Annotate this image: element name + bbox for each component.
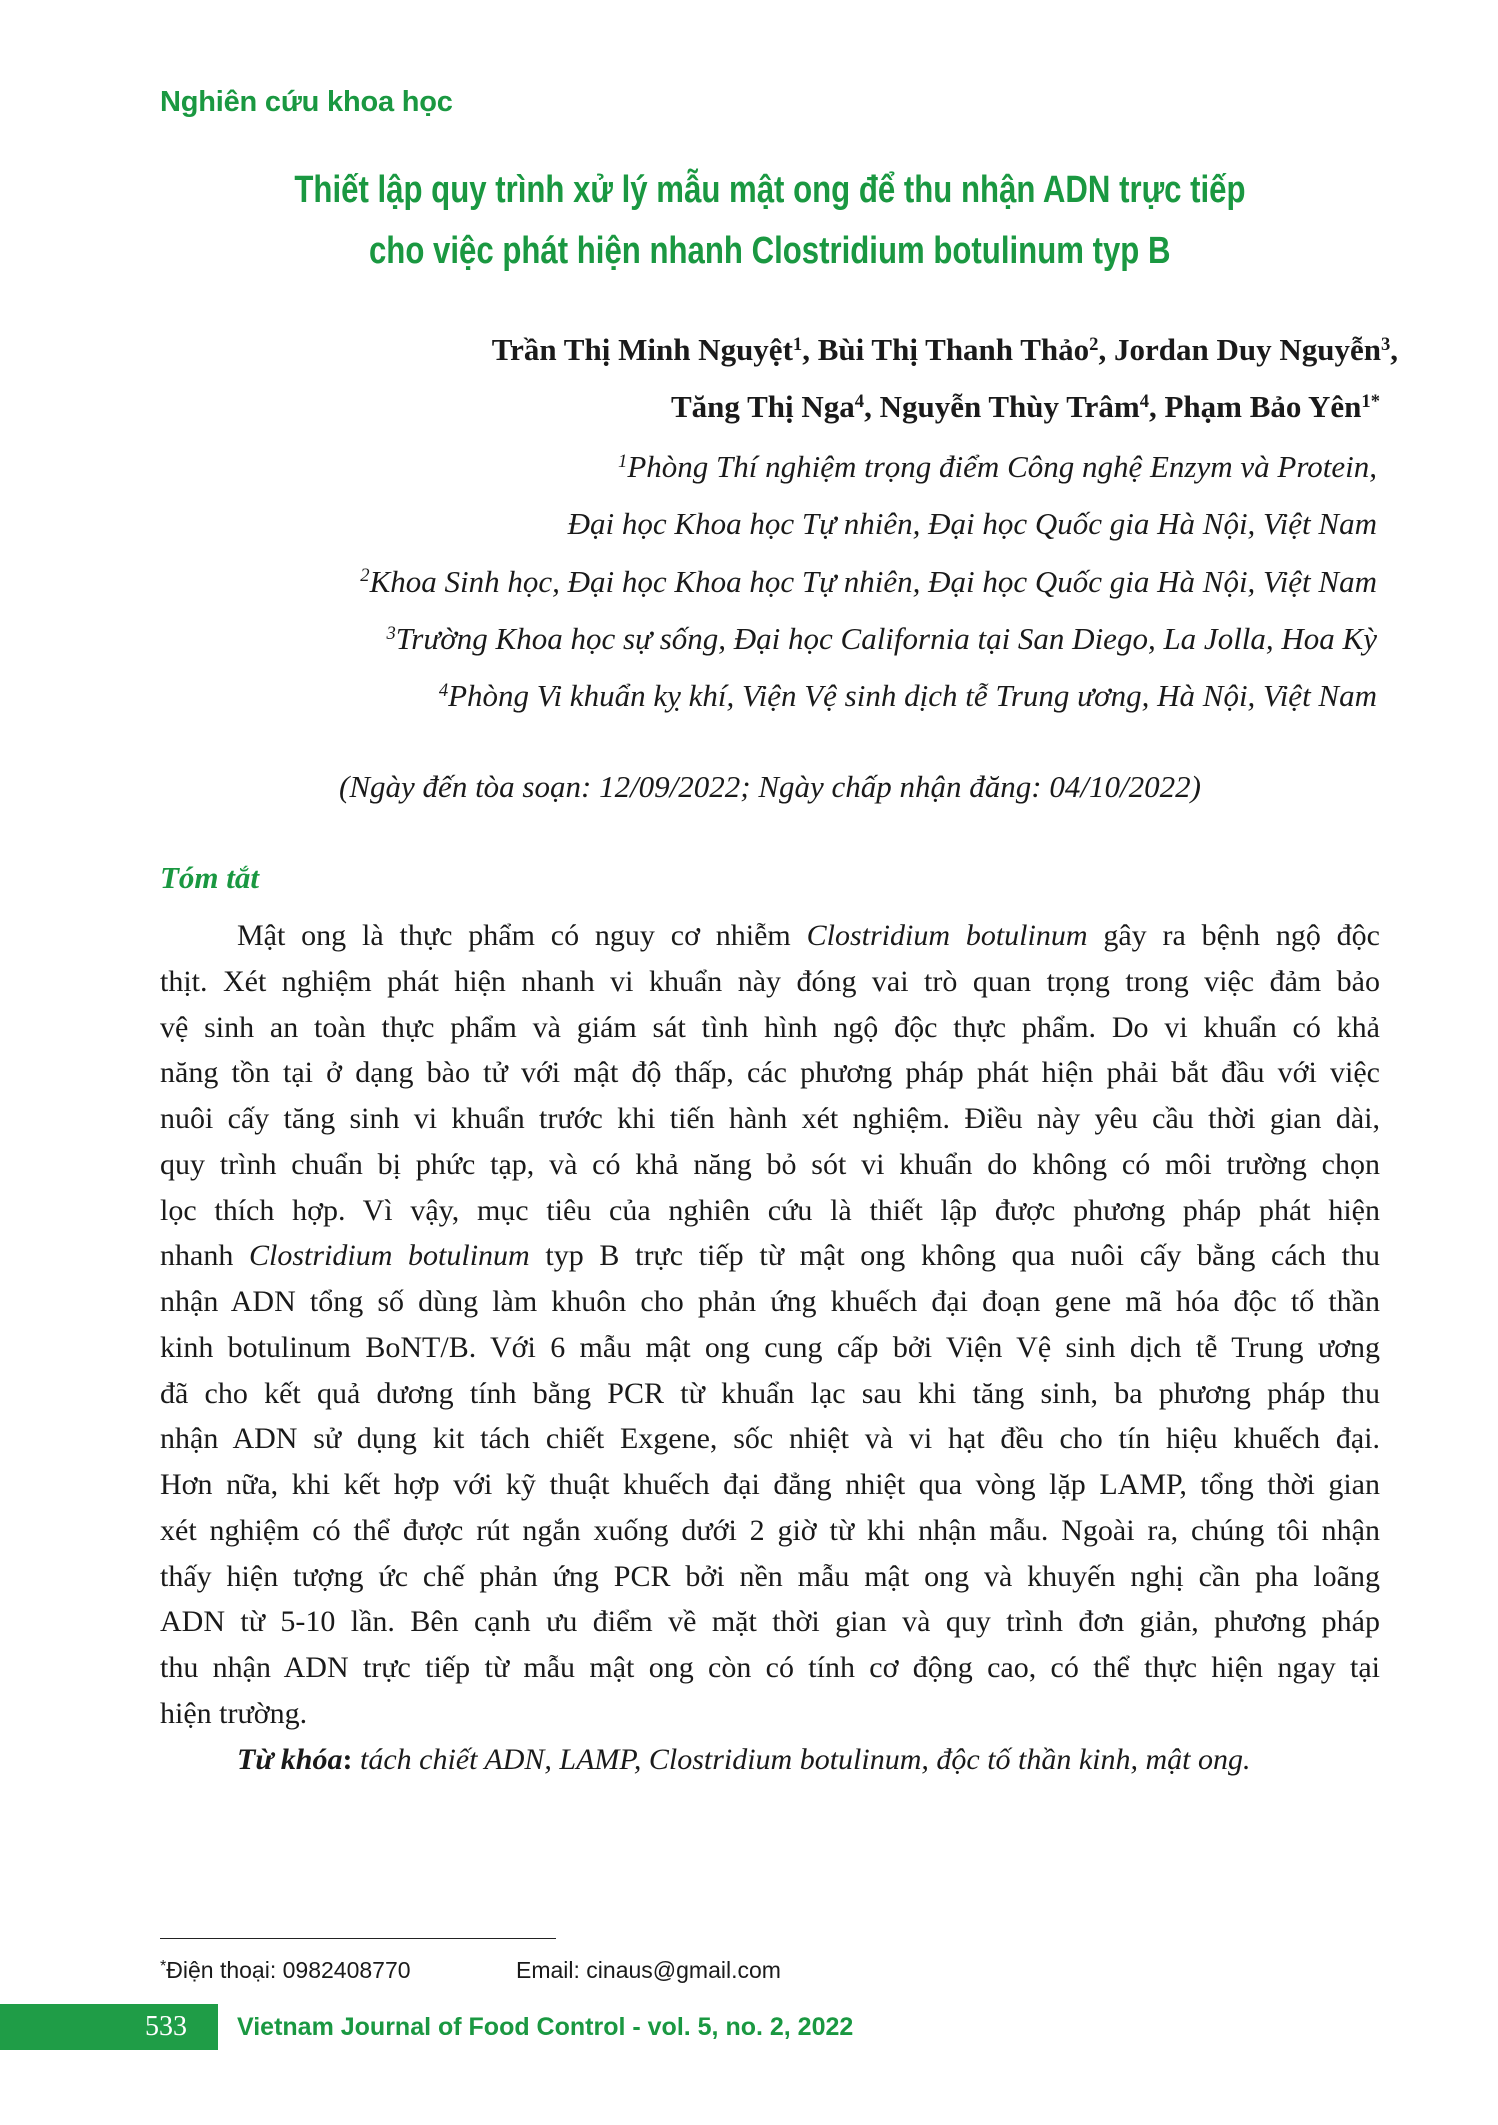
author-name: Phạm Bảo Yên bbox=[1164, 389, 1362, 424]
author-separator: , bbox=[1390, 332, 1398, 367]
abstract-line: đã cho kết quả dương tính bằng PCR từ khuẩn lạc sau khi tăng sinh, ba phương pháp thu bbox=[160, 1376, 1380, 1410]
abstract-line: thịt. Xét nghiệm phát hiện nhanh vi khuẩn này đóng vai trò quan trọng trong việc đảm bảo bbox=[160, 964, 1380, 998]
abstract-body bbox=[160, 913, 1380, 1782]
abstract-line: nuôi cấy tăng sinh vi khuẩn trước khi tiến hành xét nghiệm. Điều này yêu cầu thời gian dài, bbox=[160, 1102, 1380, 1135]
paper-title-text: Thiết lập quy trình xử lý mẫu mật ong để thu nhận ADN trực tiếp bbox=[294, 169, 1246, 211]
affiliation-line bbox=[360, 553, 1377, 610]
affiliation-text: Phòng Vi khuẩn kỵ khí, Viện Vệ sinh dịch tễ Trung ương, Hà Nội, Việt Nam bbox=[448, 678, 1377, 714]
phone-text: Điện thoại: 0982408770 bbox=[166, 1957, 411, 1983]
affiliation-number: 2 bbox=[360, 565, 370, 587]
page-number: 533 bbox=[145, 2011, 187, 2042]
affiliation-marker: 2 bbox=[1089, 333, 1099, 355]
keywords-label: Từ khóa bbox=[237, 1742, 343, 1776]
footnote-phone bbox=[160, 1955, 411, 1985]
abstract-line: nhận ADN tổng số dùng làm khuôn cho phản ứng khuếch đại đoạn gene mã hóa độc tố thần bbox=[160, 1285, 1380, 1318]
abstract-heading: Tóm tắt bbox=[160, 860, 260, 895]
affiliation-marker: 4 bbox=[1139, 390, 1149, 412]
affiliation-number: 3 bbox=[386, 622, 396, 644]
paper-title-line-1 bbox=[160, 167, 1380, 213]
keywords-colon: : bbox=[342, 1742, 353, 1776]
keywords-line bbox=[160, 1737, 1380, 1783]
author-name: Tăng Thị Nga bbox=[670, 389, 855, 424]
affiliation-marker: 4 bbox=[854, 390, 865, 412]
abstract-text: Mật ong là thực phẩm có nguy cơ nhiễm bbox=[237, 919, 807, 952]
abstract-text: gây ra bệnh ngộ độc bbox=[1087, 919, 1380, 952]
author-name: Trần Thị Minh Nguyệt bbox=[491, 332, 793, 367]
abstract-line: thấy hiện tượng ức chế phản ứng PCR bởi nền mẫu mật ong và khuyến nghị cần pha loãng bbox=[160, 1559, 1380, 1593]
abstract-line: ADN từ 5-10 lần. Bên cạnh ưu điểm về mặt thời gian và quy trình đơn giản, phương pháp bbox=[160, 1605, 1380, 1639]
abstract-text: typ B trực tiếp từ mật ong không qua nuôi cấy bằng cách thu bbox=[529, 1239, 1380, 1273]
author-list-line-1 bbox=[492, 328, 1398, 372]
keywords-text: tách chiết ADN, LAMP, Clostridium botulinum, độc tố thần kinh, mật ong. bbox=[359, 1742, 1251, 1776]
author-name: Jordan Duy Nguyễn bbox=[1113, 332, 1381, 367]
footnote-rule bbox=[160, 1938, 556, 1939]
abstract-line: quy trình chuẩn bị phức tạp, và có khả năng bỏ sót vi khuẩn do không có môi trường chọn bbox=[160, 1147, 1380, 1181]
abstract-line: thu nhận ADN trực tiếp từ mẫu mật ong còn có tính cơ động cao, có thể thực hiện ngay tại bbox=[160, 1651, 1380, 1684]
section-label: Nghiên cứu khoa học bbox=[160, 86, 453, 118]
affiliation-number: 4 bbox=[438, 679, 449, 701]
species-name: Clostridium botulinum bbox=[249, 1239, 530, 1273]
affiliation-line bbox=[360, 667, 1377, 724]
author-separator: , bbox=[802, 332, 810, 367]
author-separator: , bbox=[1148, 389, 1157, 424]
affiliation-text: Khoa Sinh học, Đại học Khoa học Tự nhiên, Đại học Quốc gia Hà Nội, Việt Nam bbox=[369, 563, 1377, 599]
abstract-line: Hơn nữa, khi kết hợp với kỹ thuật khuếch đại đẳng nhiệt qua vòng lặp LAMP, tổng thời gian bbox=[160, 1468, 1380, 1501]
affiliation-text: Phòng Thí nghiệm trọng điểm Công nghệ Enzym và Protein, bbox=[627, 449, 1377, 484]
affiliation-marker: 1 bbox=[792, 333, 803, 355]
abstract-text: nhanh bbox=[160, 1239, 249, 1273]
abstract-line: lọc thích hợp. Vì vậy, mục tiêu của nghiên cứu là thiết lập được phương pháp phát hiện bbox=[160, 1193, 1380, 1227]
affiliation-number: 1 bbox=[618, 450, 628, 472]
abstract-line: năng tồn tại ở dạng bào tử với mật độ thấp, các phương pháp phát hiện phải bắt đầu với việc bbox=[160, 1056, 1380, 1090]
abstract-line: hiện trường. bbox=[160, 1696, 308, 1730]
footnote-email: Email: cinaus@gmail.com bbox=[516, 1957, 781, 1983]
abstract-line bbox=[160, 1233, 1380, 1279]
species-name: Clostridium botulinum bbox=[806, 919, 1088, 952]
affiliation-line bbox=[360, 438, 1377, 495]
affiliation-list bbox=[360, 438, 1377, 724]
affiliation-text: Trường Khoa học sự sống, Đại học California tại San Diego, La Jolla, Hoa Kỳ bbox=[395, 620, 1377, 656]
author-name: Bùi Thị Thanh Thảo bbox=[817, 332, 1090, 367]
paper-title-text: cho việc phát hiện nhanh Clostridium botulinum typ B bbox=[369, 230, 1171, 272]
abstract-line: nhận ADN sử dụng kit tách chiết Exgene, sốc nhiệt và vi hạt đều cho tín hiệu khuếch đại. bbox=[160, 1422, 1380, 1456]
journal-name: Vietnam Journal of Food Control - vol. 5, no. 2, 2022 bbox=[237, 2013, 854, 2041]
abstract-line bbox=[160, 913, 1380, 959]
abstract-line: kinh botulinum BoNT/B. Với 6 mẫu mật ong cung cấp bởi Viện Vệ sinh dịch tễ Trung ương bbox=[160, 1330, 1380, 1364]
affiliation-line bbox=[360, 495, 1377, 552]
abstract-line: xét nghiệm có thể được rút ngắn xuống dưới 2 giờ từ khi nhận mẫu. Ngoài ra, chúng tôi nhận bbox=[160, 1513, 1380, 1547]
corresponding-author-marker: 1* bbox=[1361, 390, 1380, 412]
author-separator: , bbox=[1098, 332, 1107, 367]
author-separator: , bbox=[864, 389, 872, 424]
submission-dates: (Ngày đến tòa soạn: 12/09/2022; Ngày chấp nhận đăng: 04/10/2022) bbox=[339, 769, 1201, 804]
footnote-marker: * bbox=[160, 1956, 167, 1975]
affiliation-line bbox=[360, 610, 1377, 667]
abstract-line: vệ sinh an toàn thực phẩm và giám sát tình hình ngộ độc thực phẩm. Do vi khuẩn có khả bbox=[160, 1010, 1380, 1044]
author-name: Nguyễn Thùy Trâm bbox=[879, 389, 1140, 424]
paper-title-line-2 bbox=[160, 228, 1380, 274]
affiliation-marker: 3 bbox=[1380, 333, 1391, 355]
affiliation-text: Đại học Khoa học Tự nhiên, Đại học Quốc gia Hà Nội, Việt Nam bbox=[567, 506, 1377, 542]
author-list-line-2 bbox=[671, 385, 1380, 429]
